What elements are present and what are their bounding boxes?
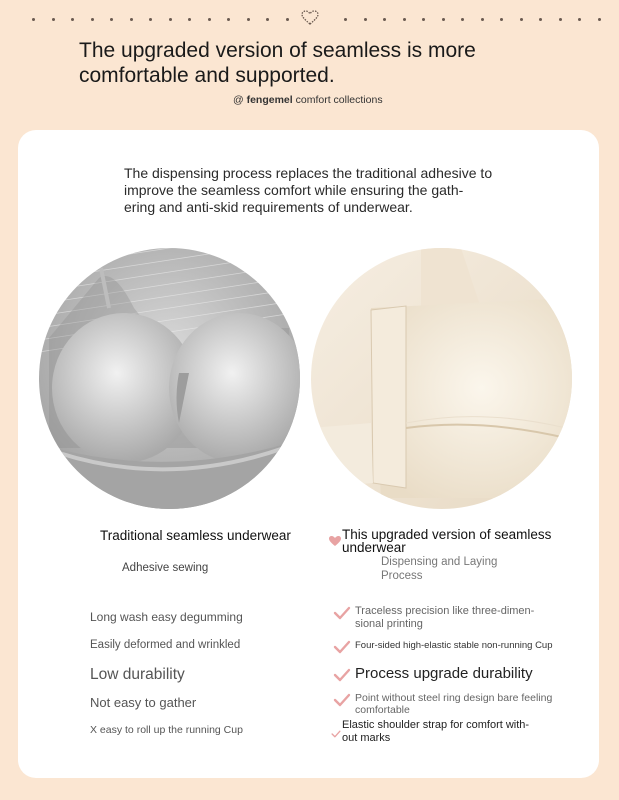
traditional-point: Low durability [90,666,185,683]
brand-name: fengemel [246,94,293,106]
check-icon [331,727,341,741]
divider-dot [169,18,172,21]
check-icon [333,668,351,682]
brand-line [233,94,383,106]
divider-dot [520,18,523,21]
upgraded-point-text: Traceless precision like three-dimen-sional printing [355,605,535,630]
heart-icon [328,535,342,547]
upgraded-bra-image [311,248,572,509]
check-icon [333,640,351,654]
divider-dot [383,18,386,21]
divider-dot [422,18,425,21]
intro-text: The dispensing process replaces the traditional adhesive to improve the seamless comfort while ensuring the gath-ering and anti-skid requirements of underwear. [124,165,493,215]
divider-dot [91,18,94,21]
divider-dot [559,18,562,21]
upgraded-point-text: Four-sided high-elastic stable non-running Cup [355,640,553,651]
upgraded-subtitle: Dispensing and Laying Process [381,556,498,582]
divider-dot [188,18,191,21]
divider-dot [344,18,347,21]
upgraded-title: This upgraded version of seamless underwear [342,527,552,555]
check-icon [333,606,351,620]
divider-dot [461,18,464,21]
upgraded-point-text: Elastic shoulder strap for comfort with-out marks [342,719,530,744]
divider-dot [539,18,542,21]
upgraded-point [331,719,542,744]
traditional-title: Traditional seamless underwear [100,528,291,543]
divider-dot [52,18,55,21]
traditional-bra-image [39,248,300,509]
divider-dot [247,18,250,21]
divider-dot [598,18,601,21]
check-icon [333,693,351,707]
upgraded-point [333,605,545,630]
divider-dot [364,18,367,21]
divider-dot [208,18,211,21]
brand-suffix: comfort collections [295,94,383,106]
divider-dot [71,18,74,21]
divider-dot [130,18,133,21]
traditional-point: Easily deformed and wrinkled [90,639,241,651]
heart-outline-icon [301,10,319,26]
upgraded-point-text: Process upgrade durability [355,665,533,682]
divider-dot [110,18,113,21]
divider-dot [481,18,484,21]
upgraded-point [333,665,533,682]
divider-dot [32,18,35,21]
brand-prefix: @ [233,94,244,106]
divider-dot [149,18,152,21]
divider-dot [266,18,269,21]
divider-dot [286,18,289,21]
upgraded-point [333,692,555,716]
divider-dot [442,18,445,21]
traditional-point: X easy to roll up the running Cup [90,724,243,736]
divider-dot [403,18,406,21]
traditional-point: Not easy to gather [90,695,197,710]
divider-dot [500,18,503,21]
traditional-point: Long wash easy degumming [90,610,243,624]
upgraded-point-text: Point without steel ring design bare feeling comfortable [355,692,553,716]
divider-dot [578,18,581,21]
traditional-subtitle: Adhesive sewing [122,562,209,574]
divider-dot [227,18,230,21]
upgraded-point [333,639,553,654]
page-title: The upgraded version of seamless is more comfortable and supported. [79,39,476,87]
